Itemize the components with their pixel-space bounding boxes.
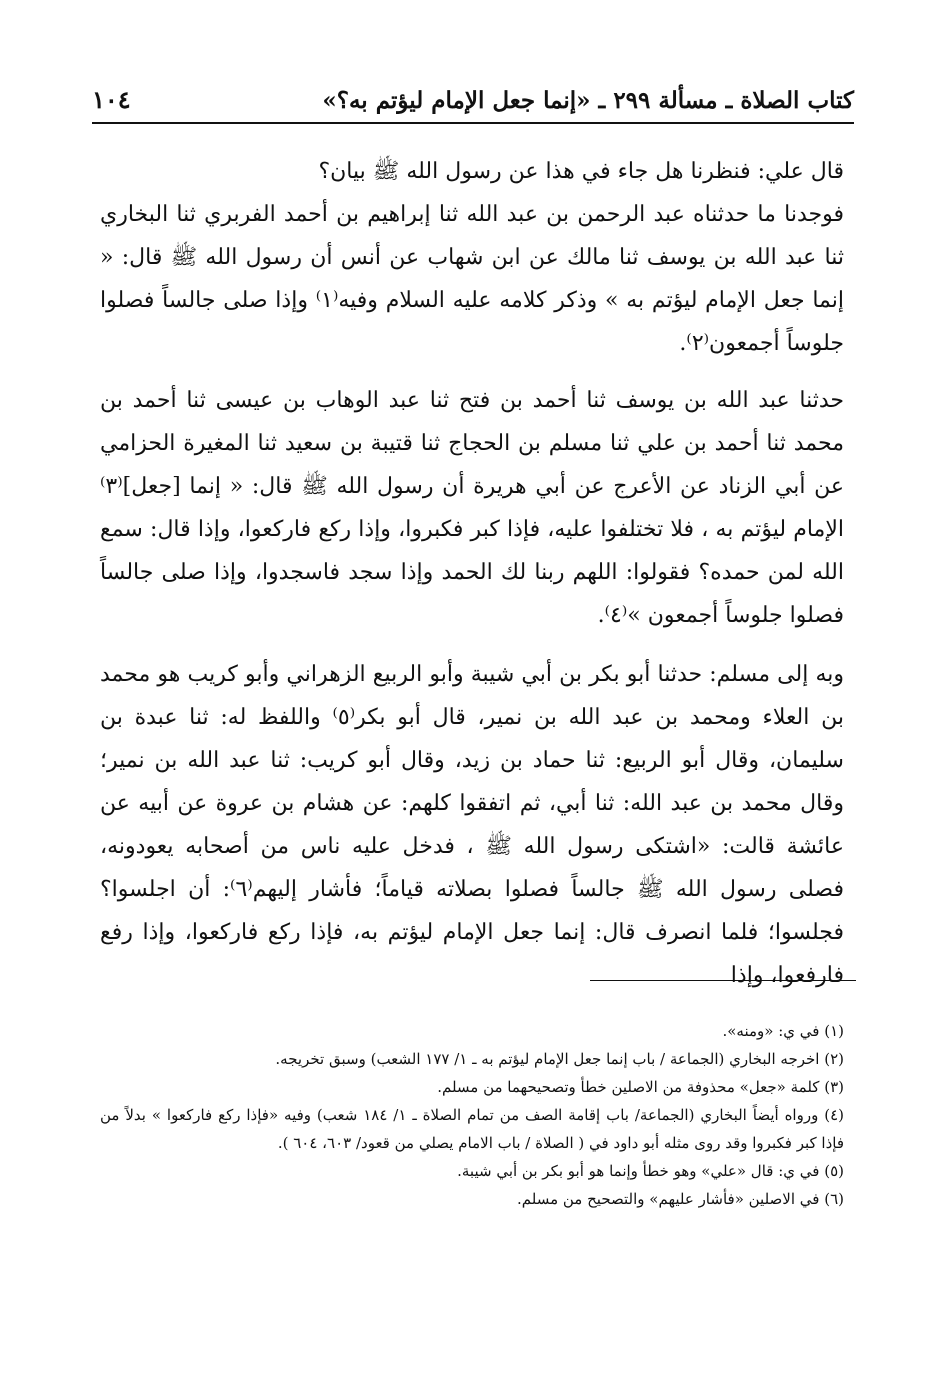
paragraph-1: قال علي: فنظرنا هل جاء في هذا عن رسول الله ﷺ بيان؟	[318, 159, 844, 184]
paragraph-3: حدثنا عبد الله بن يوسف ثنا أحمد بن فتح ثنا عبد الوهاب بن عيسى ثنا أحمد بن محمد ثنا أحمد بن علي ثنا مسلم بن الحجاج ثنا قتيبة بن سعيد ثنا المغيرة الحزامي عن أبي الزناد عن الأعرج عن أبي هريرة أن رسول الله ﷺ قال: « إنما [جعل]⁽٣⁾ الإمام ليؤتم به ، فلا تختلفوا عليه، فإذا كبر فكبروا، وإذا ركع فاركعوا، وإذا قال: سمع الله لمن حمده؟ فقولوا: اللهم ربنا لك الحمد وإذا سجد فاسجدوا، وإذا صلى جالساً فصلوا جلوساً أجمعون »⁽٤⁾.	[100, 388, 844, 628]
footnote-5: (٥) في ي: قال «علي» وهو خطأ وإنما هو أبو بكر بن أبي شيبة.	[457, 1162, 844, 1180]
running-header	[92, 68, 854, 114]
footnote-3: (٣) كلمة «جعل» محذوفة من الاصلين خطأ وتصحيحهما من مسلم.	[437, 1078, 844, 1096]
main-text	[100, 150, 844, 997]
footnote-1: (١) في ي: «ومنه».	[722, 1022, 844, 1040]
paragraph-4: وبه إلى مسلم: حدثنا أبو بكر بن أبي شيبة وأبو الربيع الزهراني وأبو كريب هو محمد بن العلاء ومحمد بن عبد الله بن نمير، قال أبو بكر⁽٥⁾ واللفظ له: ثنا عبدة بن سليمان، وقال أبو الربيع: ثنا حماد بن زيد، وقال أبو كريب: ثنا عبد الله بن نمير؛ وقال محمد بن عبد الله: ثنا أبي، ثم اتفقوا كلهم: عن هشام بن عروة عن أبيه عن عائشة قالت: «اشتكى رسول الله ﷺ ، فدخل عليه ناس من أصحابه يعودونه، فصلى رسول الله ﷺ جالساً فصلوا بصلاته قياماً؛ فأشار إليهم⁽٦⁾: أن اجلسوا؟ فجلسوا؛ فلما انصرف قال: إنما جعل الإمام ليؤتم به، فإذا ركع فاركعوا، وإذا رفع فارفعوا، وإذا	[100, 662, 844, 988]
paragraph-2: فوجدنا ما حدثناه عبد الرحمن بن عبد الله ثنا إبراهيم بن أحمد الفربري ثنا البخاري ثنا عبد الله بن يوسف ثنا مالك عن ابن شهاب عن أنس أن رسول الله ﷺ قال: « إنما جعل الإمام ليؤتم به » وذكر كلامه عليه السلام وفيه⁽١⁾ وإذا صلى جالساً فصلوا جلوساً أجمعون⁽٢⁾.	[100, 202, 845, 356]
footnotes	[100, 1017, 844, 1213]
page-number: ١٠٤	[92, 85, 131, 114]
header-rule	[92, 122, 854, 124]
footnote-2: (٢) اخرجه البخاري (الجماعة / باب إنما جعل الإمام ليؤتم به ـ ١/ ١٧٧ الشعب) وسبق تخريجه.	[275, 1050, 844, 1068]
footnote-separator	[590, 980, 856, 981]
footnote-4: (٤) ورواه أيضاً البخاري (الجماعة/ باب إقامة الصف من تمام الصلاة ـ ١/ ١٨٤ شعب) وفيه «فإذا ركع فاركعوا » بدلاً من فإذا كبر فكبروا وقد روى مثله أبو داود في ( الصلاة / باب الامام يصلي من قعود/ ٦٠٣، ٦٠٤ ).	[100, 1106, 844, 1152]
header-title: كتاب الصلاة ـ مسألة ٢٩٩ ـ «إنما جعل الإمام ليؤتم به؟»	[322, 87, 854, 114]
footnote-6: (٦) في الاصلين «فأشار عليهم» والتصحيح من مسلم.	[516, 1190, 844, 1208]
